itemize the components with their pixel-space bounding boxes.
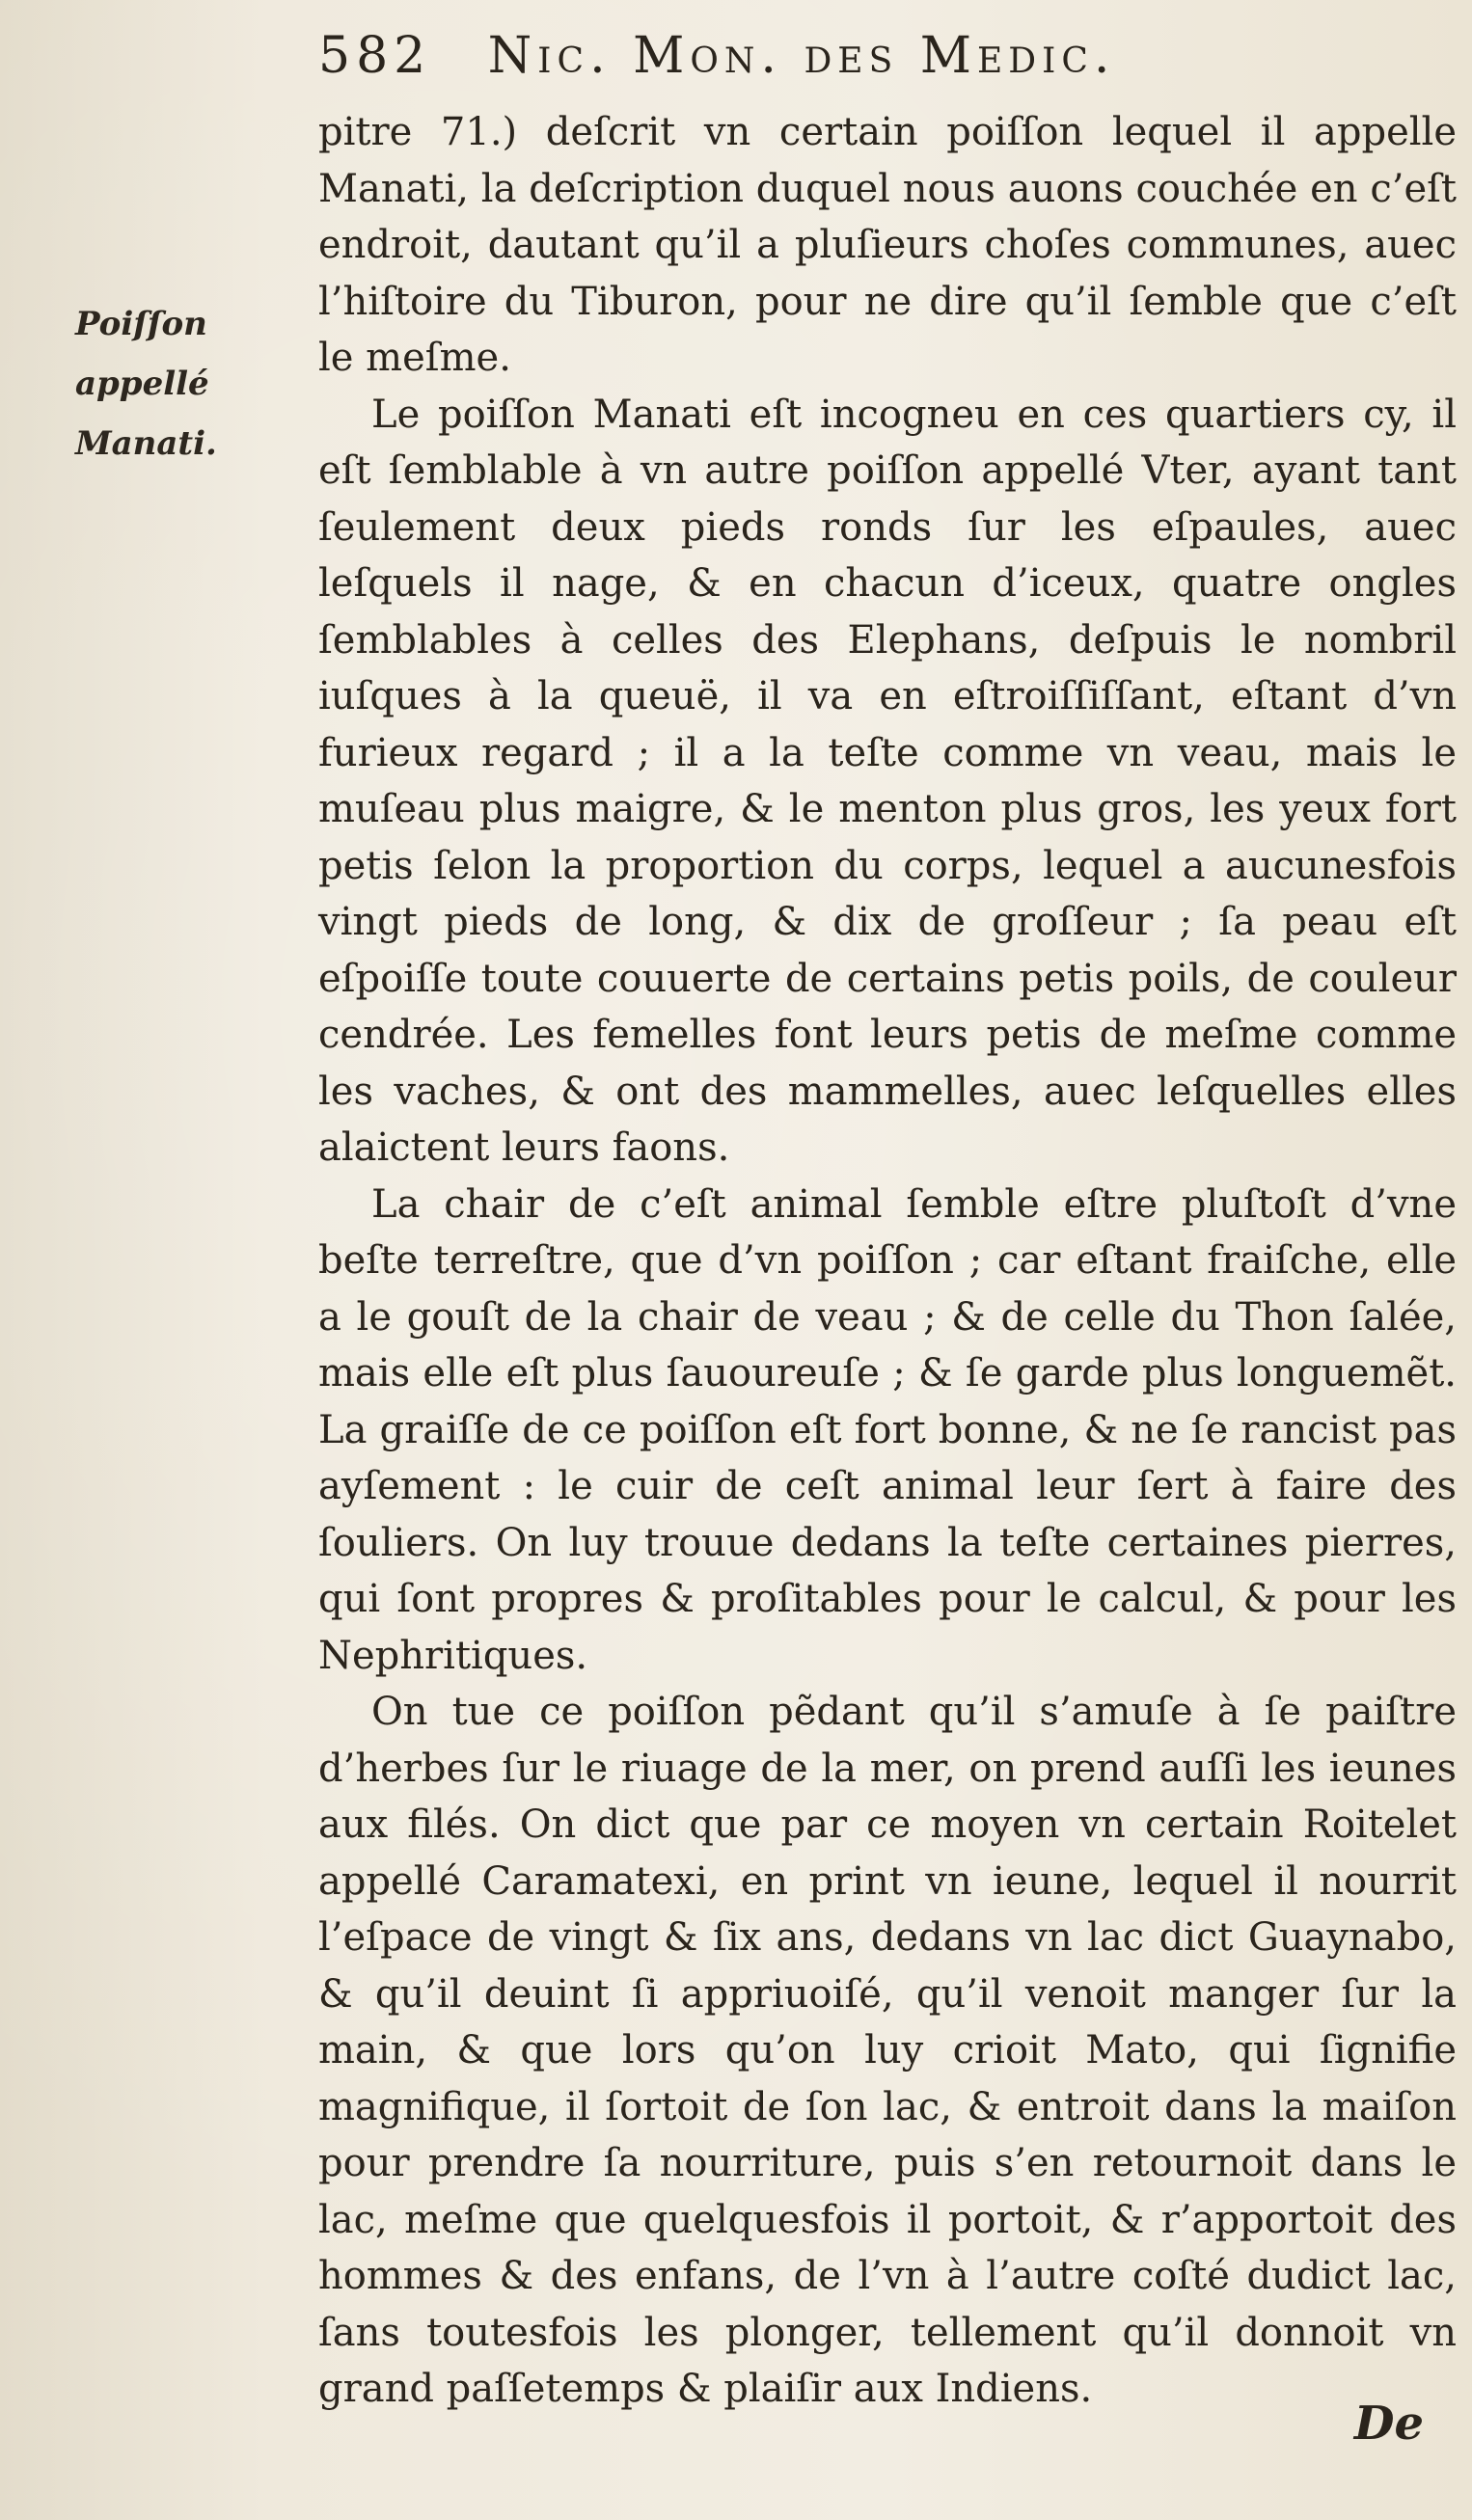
body-text <box>318 104 1457 2418</box>
paragraph: La chair de c’eſt animal ſemble eſtre pluſtoſt d’vne beſte terreſtre, que d’vn poiſſon ; car eſtant fraiſche, elle a le gouſt de la chair de veau ; & de celle du Thon ſalée, mais elle eſt plus ſauoureuſe ; & ſe garde plus longuemẽt. La graiſſe de ce poiſſon eſt fort bonne, & ne ſe rancist pas ayſement : le cuir de ceſt animal leur ſert à faire des ſouliers. On luy trouue dedans la teſte certaines pierres, qui ſont propres & proſitables pour le calcul, & pour les Nephritiques. <box>318 1181 1457 1678</box>
running-title: Nic. Mon. des Medic. <box>487 27 1116 85</box>
paragraph: On tue ce poiſſon pẽdant qu’il s’amuſe à ſe paiſtre d’herbes ſur le riuage de la mer, on prend auſſi les ieunes aux filés. On dict que par ce moyen vn certain Roitelet appellé Caramatexi, en print vn ieune, lequel il nourrit l’eſpace de vingt & ſix ans, dedans vn lac dict Guaynabo, & qu’il deuint ſi appriuoiſé, qu’il venoit manger ſur la main, & que lors qu’on luy crioit Mato, qui ſignifie magnifique, il ſortoit de ſon lac, & entroit dans la maiſon pour prendre ſa nourriture, puis s’en retournoit dans le lac, meſme que quelquesfois il portoit, & r’apportoit des hommes & des enfans, de l’vn à l’autre coſté dudict lac, ſans toutesfois les plonger, tellement qu’il donnoit vn grand paſſetemps & plaiſir aux Indiens. <box>318 1690 1457 2411</box>
paragraph: Le poiſſon Manati eſt incogneu en ces quartiers cy, il eſt ſemblable à vn autre poiſſon appellé Vter, ayant tant ſeulement deux pieds ronds ſur les eſpaules, auec leſquels il nage, & en chacun d’iceux, quatre ongles ſemblables à celles des Elephans, deſpuis le nombril iuſques à la queuë, il va en eſtroiſſiſſant, eſtant d’vn furieux regard ; il a la teſte comme vn veau, mais le muſeau plus maigre, & le menton plus gros, les yeux fort petis ſelon la proportion du corps, lequel a aucunesfois vingt pieds de long, & dix de groſſeur ; ſa peau eſt eſpoiſſe toute couuerte de certains petis poils, de couleur cendrée. Les femelles font leurs petis de meſme comme les vaches, & ont des mammelles, auec leſquelles elles alaictent leurs faons. <box>318 392 1457 1170</box>
page-number: 582 <box>318 27 432 85</box>
running-header <box>318 27 1428 85</box>
catchword: De <box>1353 2397 1424 2451</box>
paragraph: pitre 71.) deſcrit vn certain poiſſon lequel il appelle Manati, la deſcription duquel nous auons couchée en c’eſt endroit, dautant qu’il a pluſieurs choſes communes, auec l’hiſtoire du Tiburon, pour ne dire qu’il ſemble que c’eſt le meſme. <box>318 110 1457 380</box>
margin-note: Poiſſon appellé Manati. <box>75 305 217 463</box>
